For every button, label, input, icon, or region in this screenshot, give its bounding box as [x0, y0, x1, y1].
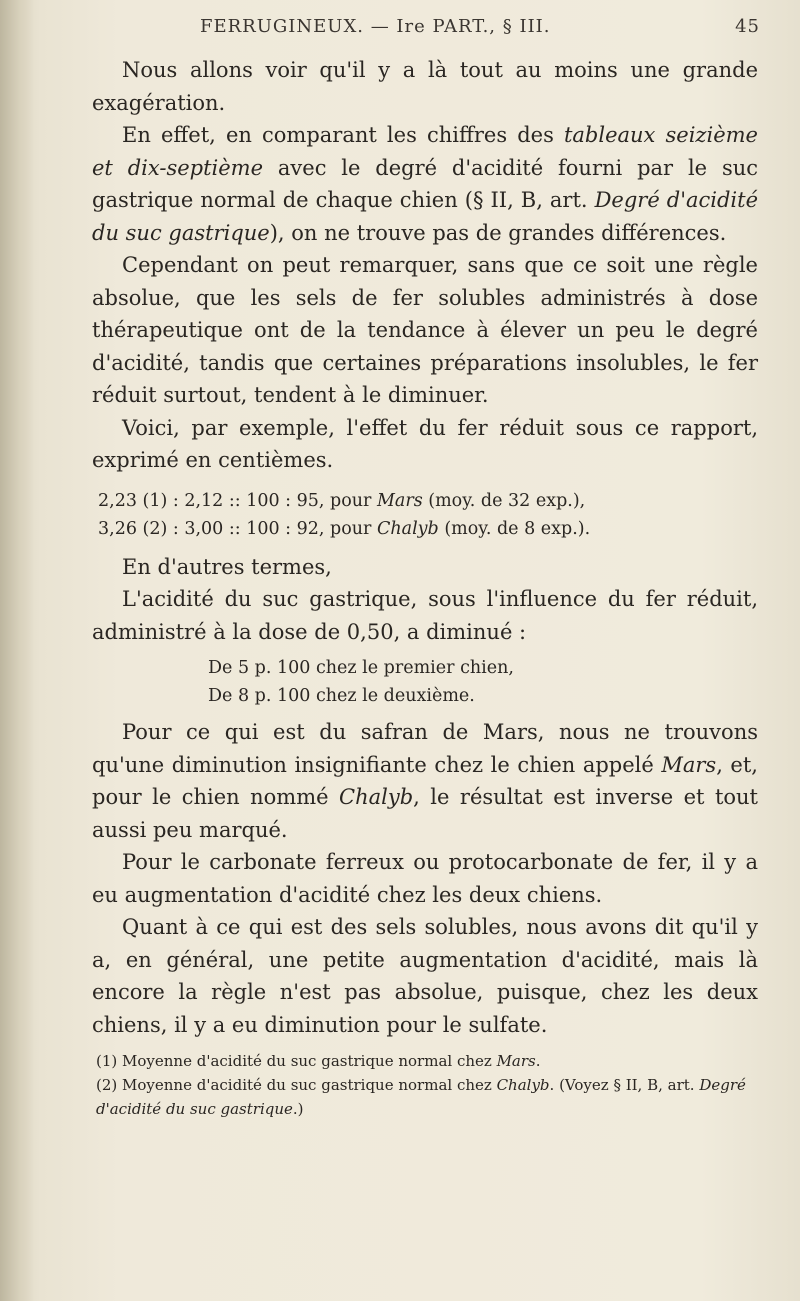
- diminution-quote: [92, 654, 758, 710]
- paragraph-8: Pour le carbonate ferreux ou protocarbonate de fer, il y a eu augmentation d'acidité chez les deux chiens.: [92, 850, 758, 907]
- body-text: [92, 54, 758, 1121]
- footnote-2: (2) Moyenne d'acidité du suc gastrique normal chez Chalyb. (Voyez § II, B, art. Degré d'acidité du suc gastrique.): [96, 1076, 746, 1118]
- quote-line-1: De 5 p. 100 chez le premier chien,: [208, 658, 514, 678]
- paragraph-3: Cependant on peut remarquer, sans que ce soit une règle absolue, que les sels de fer solubles administrés à dose thérapeutique ont de la tendance à élever un peu le degré d'acidité, tandis que certaines préparations insolubles, le fer réduit surtout, tendent à le diminuer.: [92, 253, 758, 407]
- paragraph-4: Voici, par exemple, l'effet du fer réduit sous ce rapport, exprimé en centièmes.: [92, 415, 758, 472]
- data-row-mars: 2,23 (1) : 2,12 :: 100 : 95, pour Mars (moy. de 32 exp.),: [98, 490, 586, 511]
- paragraph-6: L'acidité du suc gastrique, sous l'influence du fer réduit, administré à la dose de 0,50, a diminué :: [92, 587, 758, 644]
- paragraph-9: Quant à ce qui est des sels solubles, nous avons dit qu'il y a, en général, une petite augmentation d'acidité, mais là encore la règle n'est pas absolue, puisque, chez les deux chiens, il y a eu diminution pour le sulfate.: [92, 915, 758, 1037]
- paragraph-1: Nous allons voir qu'il y a là tout au moins une grande exagération.: [92, 58, 758, 115]
- running-title: FERRUGINEUX. — Ire PART., § III.: [200, 16, 551, 37]
- acidity-data-table: [92, 487, 758, 543]
- quote-line-2: De 8 p. 100 chez le deuxième.: [208, 686, 475, 706]
- footnotes: [92, 1049, 758, 1121]
- paragraph-2: En effet, en comparant les chiffres des tableaux seizième et dix-septième avec le degré d'acidité fourni par le suc gastrique normal de chaque chien (§ II, B, art. Degré d'acidité du suc gastrique), on ne trouve pas de grandes différences.: [92, 123, 759, 245]
- page-spine-shadow: [0, 0, 34, 1301]
- paragraph-5: En d'autres termes,: [122, 554, 332, 579]
- footnote-1: (1) Moyenne d'acidité du suc gastrique normal chez Mars.: [96, 1052, 541, 1070]
- page-header: [200, 10, 760, 46]
- data-row-chalyb: 3,26 (2) : 3,00 :: 100 : 92, pour Chalyb (moy. de 8 exp.).: [98, 518, 591, 539]
- page-number: 45: [735, 16, 760, 37]
- paragraph-7: Pour ce qui est du safran de Mars, nous ne trouvons qu'une diminution insignifiante chez le chien appelé Mars, et, pour le chien nommé Chalyb, le résultat est inverse et tout aussi peu marqué.: [92, 720, 758, 842]
